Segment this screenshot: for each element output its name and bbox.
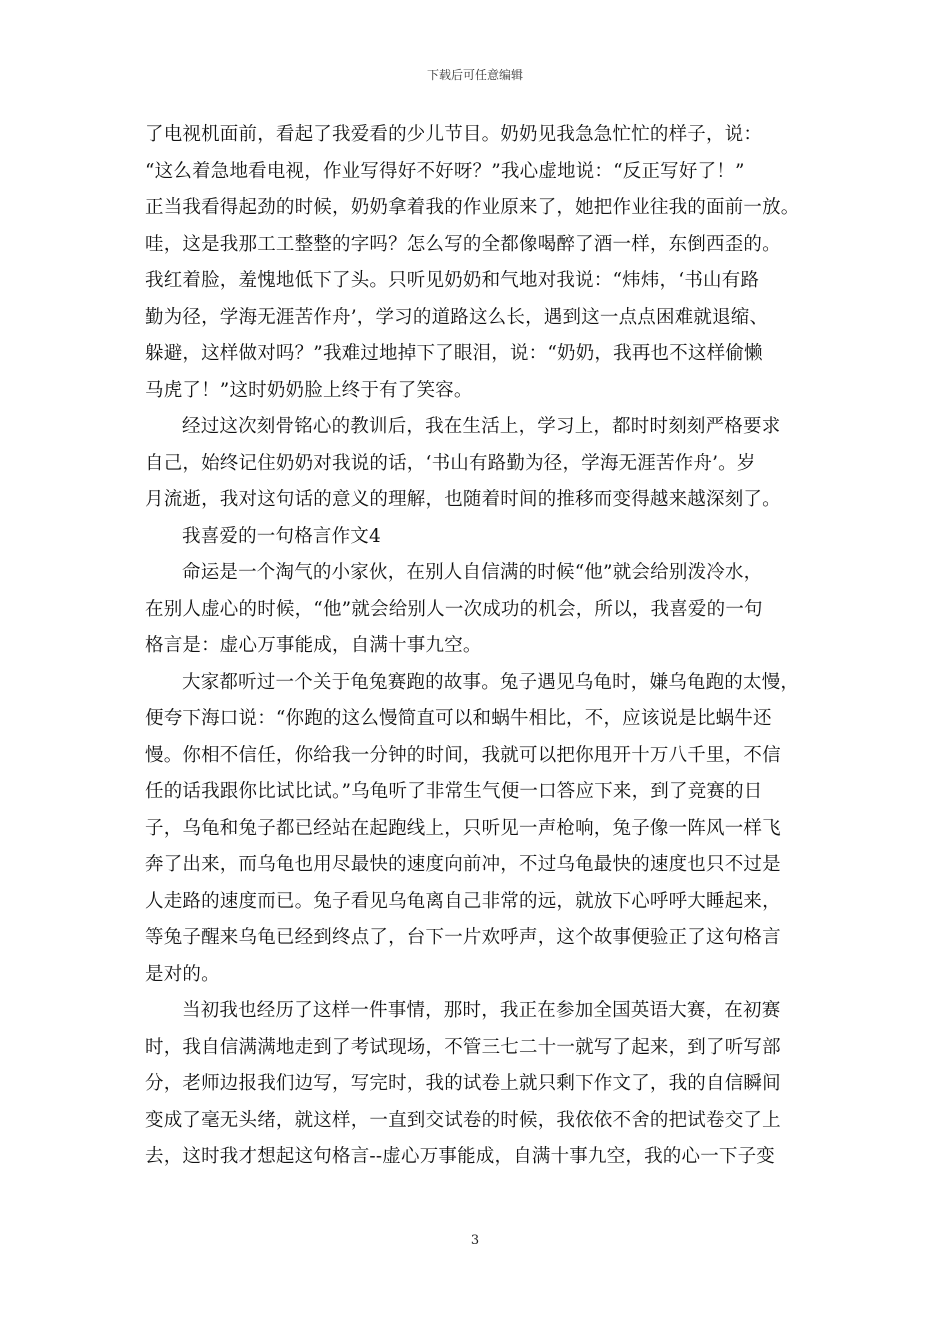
text-line: 变成了毫无头绪，就这样，一直到交试卷的时候，我依依不舍的把试卷交了上 [145,1109,781,1131]
text-line: 奔了出来，而乌龟也用尽最快的速度向前冲，不过乌龟最快的速度也只不过是 [145,854,781,875]
text-line: 去，这时我才想起这句格言--虚心万事能成，自满十事九空，我的心一下子变 [145,1146,776,1167]
text-line: 马虎了！”这时奶奶脸上终于有了笑容。 [145,379,473,401]
text-line: 慢。你相不信任，你给我一分钟的时间，我就可以把你甩开十万八千里，不信 [145,744,781,766]
paragraph-start-line: 命运是一个淘气的小家伙，在别人自信满的时候“他”就会给别泼冷水， [182,562,763,583]
text-line: 格言是：虚心万事能成，自满十事九空。 [145,635,482,656]
text-line: 子，乌龟和兔子都已经站在起跑线上，只听见一声枪响，兔子像一阵风一样飞 [145,817,781,839]
text-line: 时，我自信满满地走到了考试现场，不管三七二十一就写了起来，到了听写部 [145,1036,781,1058]
paragraph-start-line: 当初我也经历了这样一件事情，那时，我正在参加全国英语大赛，在初赛 [182,1000,781,1021]
text-line: 哇，这是我那工工整整的字吗？怎么写的全都像喝醉了酒一样，东倒西歪的。 [145,233,781,255]
text-line: 躲避，这样做对吗？”我难过地掉下了眼泪，说：“奶奶，我再也不这样偷懒 [145,343,763,364]
text-line: “这么着急地看电视，作业写得好不好呀？”我心虚地说：“反正写好了！” [145,160,745,182]
text-line: 任的话我跟你比试比试。”乌龟听了非常生气便一口答应下来，到了竞赛的日 [145,781,763,802]
paragraph-start-line: 经过这次刻骨铭心的教训后，我在生活上，学习上，都时时刻刻严格要求 [182,416,781,437]
text-line: 分，老师边报我们边写，写完时，我的试卷上就只剩下作文了，我的自信瞬间 [145,1073,781,1094]
text-line: 勤为径，学海无涯苦作舟’，学习的道路这么长，遇到这一点点困难就退缩、 [145,306,769,328]
section-heading: 我喜爱的一句格言作文4 [182,525,381,547]
text-line: 了电视机面前，看起了我爱看的少儿节目。奶奶见我急急忙忙的样子，说： [145,124,763,145]
text-line: 人走路的速度而已。兔子看见乌龟离自己非常的远，就放下心呼呼大睡起来， [145,890,781,912]
text-line: 月流逝，我对这句话的意义的理解，也随着时间的推移而变得越来越深刻了。 [145,489,781,510]
document-body [145,117,810,1176]
text-line: 是对的。 [145,963,220,985]
text-line: 自己，始终记住奶奶对我说的话，‘书山有路勤为径，学海无涯苦作舟’。岁 [145,452,756,474]
text-line: 正当我看得起劲的时候，奶奶拿着我的作业原来了，她把作业往我的面前一放。 [145,197,800,218]
paragraph-start-line: 大家都听过一个关于龟兔赛跑的故事。兔子遇见乌龟时，嫌乌龟跑的太慢， [182,671,800,693]
text-line: 我红着脸，羞愧地低下了头。只听见奶奶和气地对我说：“炜炜，‘书山有路 [145,270,760,291]
text-line: 在别人虚心的时候，“他”就会给别人一次成功的机会，所以，我喜爱的一句 [145,598,763,620]
page-number: 3 [470,1233,480,1248]
page-header: 下载后可任意编辑 [426,68,523,82]
text-line: 便夸下海口说：“你跑的这么慢简直可以和蜗牛相比，不，应该说是比蜗牛还 [145,708,772,729]
text-line: 等兔子醒来乌龟已经到终点了，台下一片欢呼声，这个故事便验正了这句格言 [145,927,781,948]
